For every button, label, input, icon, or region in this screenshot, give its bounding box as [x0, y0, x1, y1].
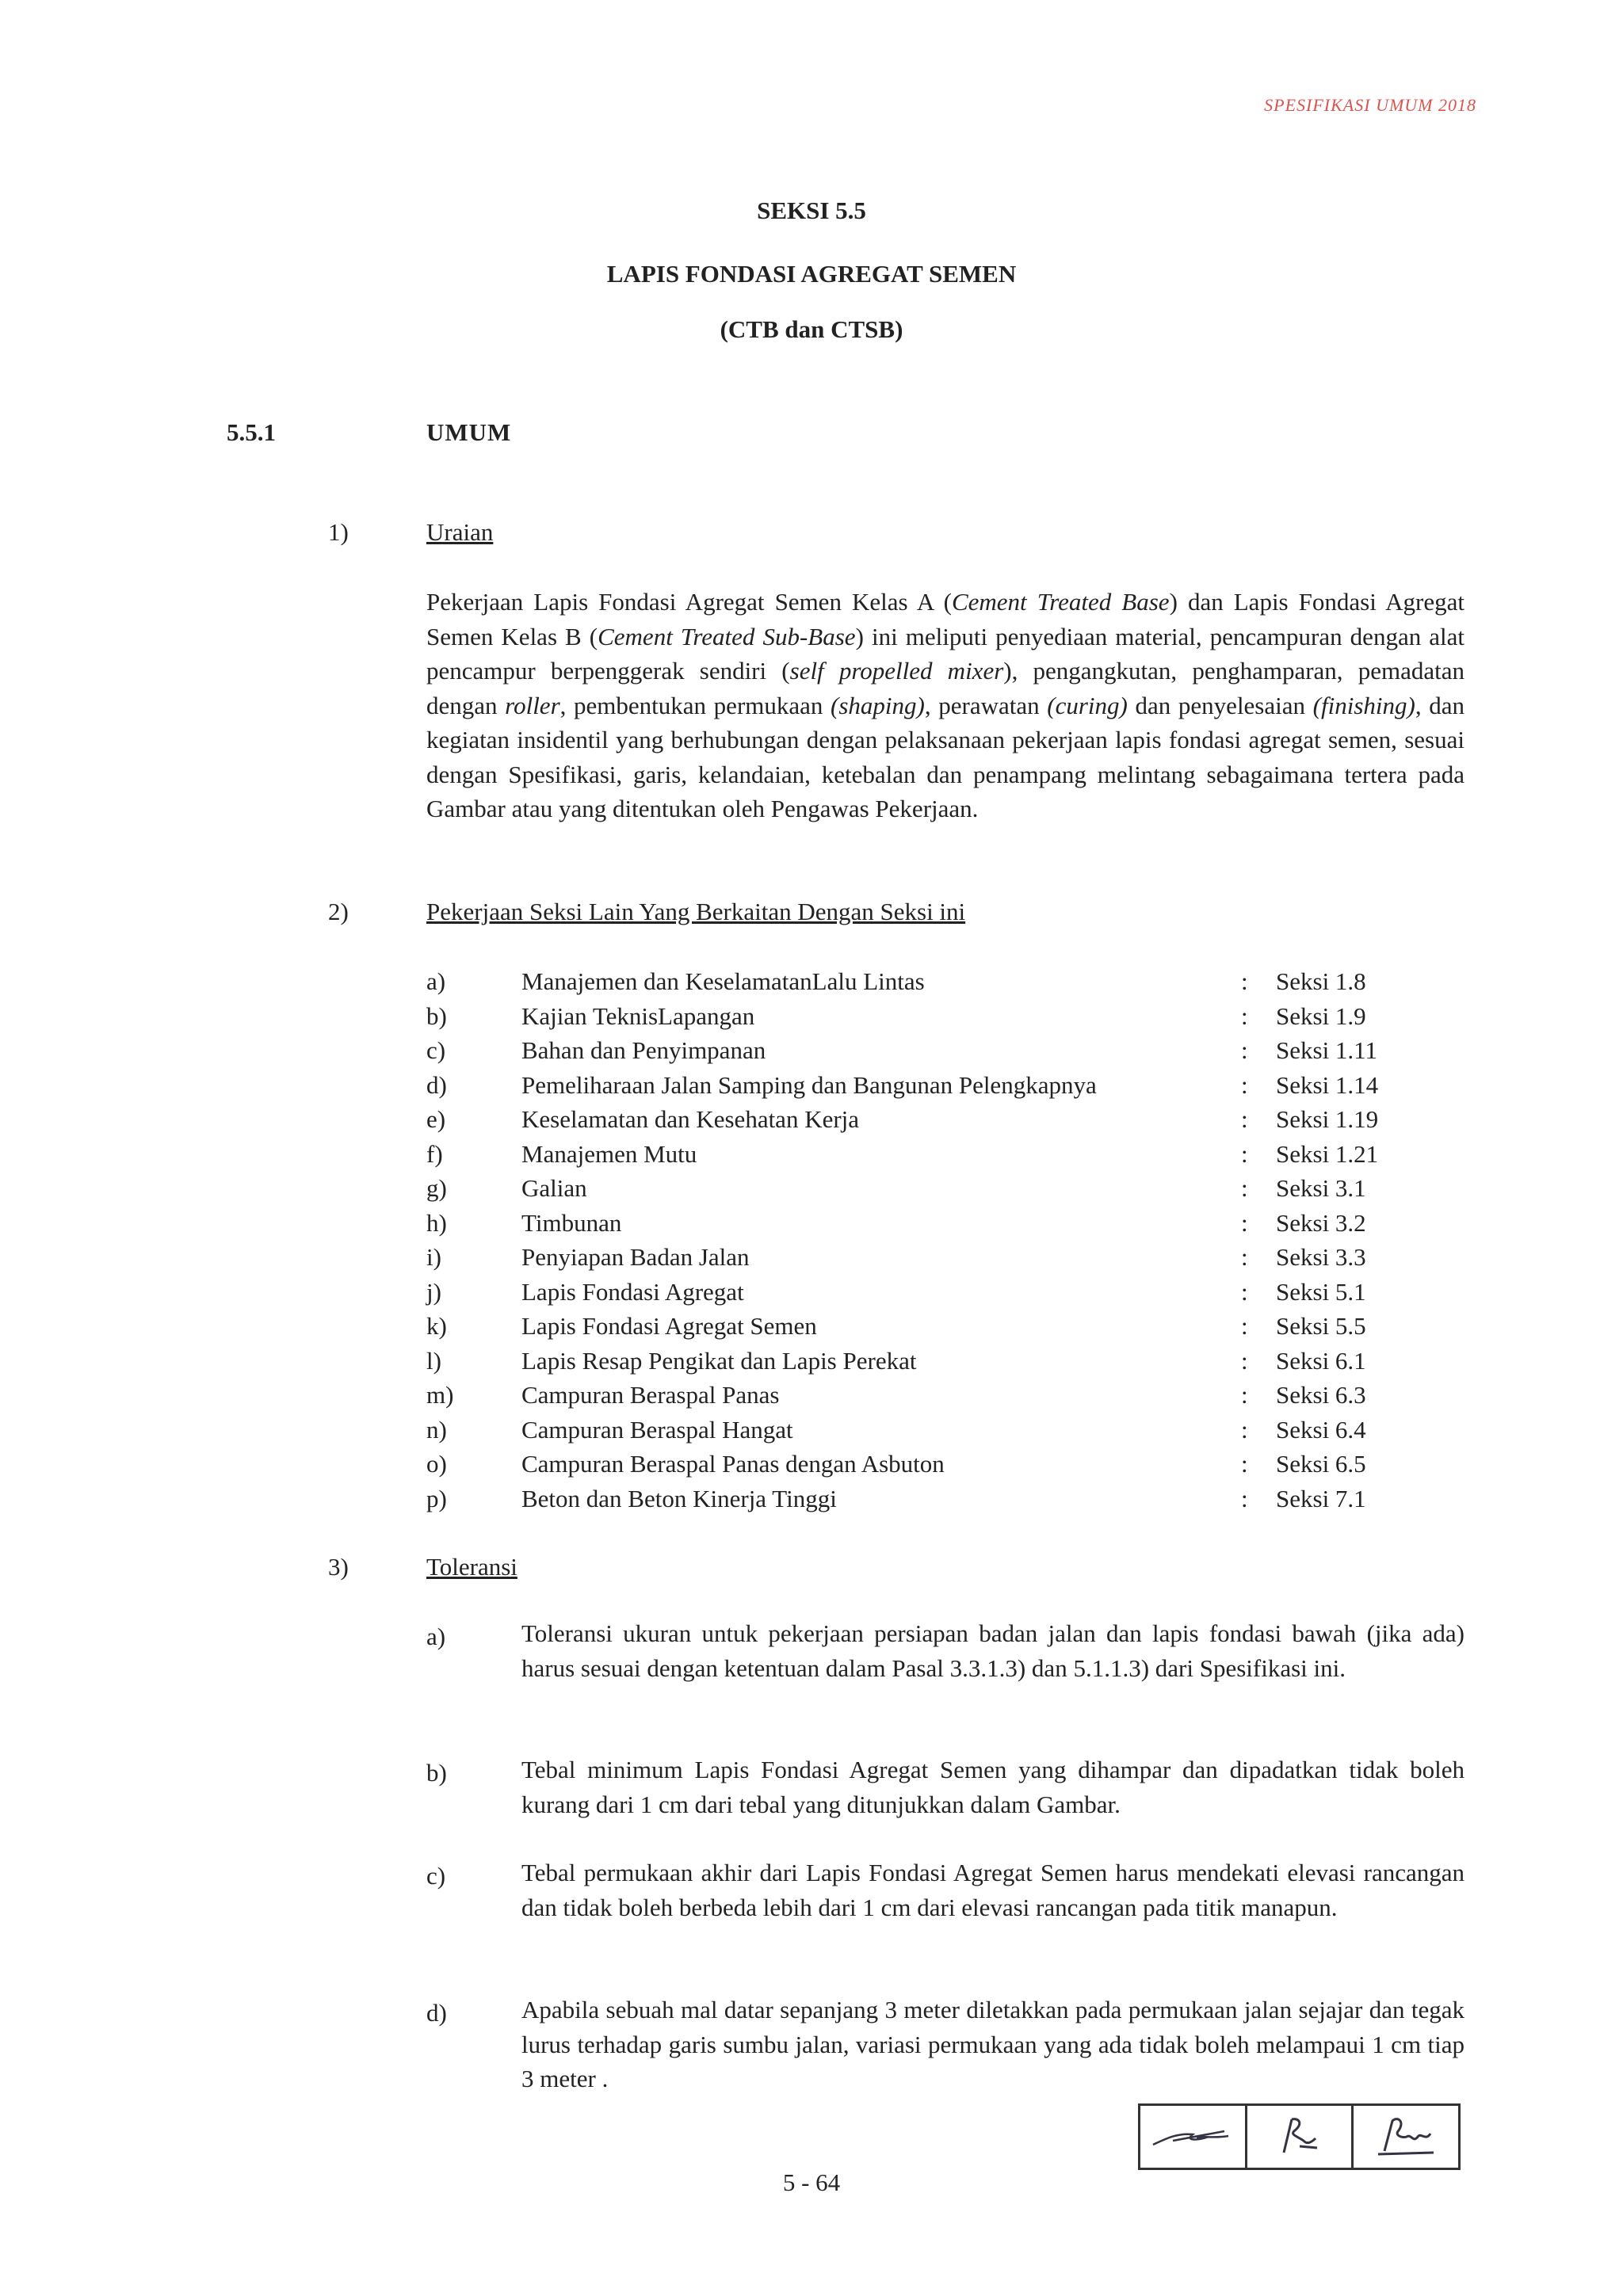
tolerance-letter: c) [426, 1862, 446, 1890]
list-item: d) Pemeliharaan Jalan Samping dan Bangunan Pelengkapnya : Seksi 1.14 [426, 1070, 1379, 1099]
list-item: p) Beton dan Beton Kinerja Tinggi : Seksi 7.1 [426, 1484, 1366, 1512]
item-title-toleransi: Toleransi [426, 1553, 517, 1581]
item-title-uraian: Uraian [426, 518, 494, 546]
initials-box [1138, 2103, 1461, 2170]
list-item: k) Lapis Fondasi Agregat Semen : Seksi 5.5 [426, 1312, 1366, 1340]
signature-1 [1140, 2106, 1247, 2168]
tolerance-text: Apabila sebuah mal datar sepanjang 3 meter diletakkan pada permukaan jalan sejajar dan tegak lurus terhadap garis sumbu jalan, variasi permukaan yang ada tidak boleh melampaui 1 cm tiap 3 meter . [521, 1996, 1465, 2092]
section-subtitle: (CTB dan CTSB) [720, 315, 903, 343]
item-number: 1) [328, 518, 349, 546]
tolerance-letter: b) [426, 1759, 447, 1787]
list-item: l) Lapis Resap Pengikat dan Lapis Perekat : Seksi 6.1 [426, 1346, 1366, 1375]
list-item: c) Bahan dan Penyimpanan : Seksi 1.11 [426, 1036, 1378, 1064]
item-number: 2) [328, 898, 349, 925]
list-item: m) Campuran Beraspal Panas : Seksi 6.3 [426, 1381, 1366, 1409]
signature-3 [1354, 2106, 1458, 2168]
list-item: g) Galian : Seksi 3.1 [426, 1174, 1366, 1202]
section-label: SEKSI 5.5 [757, 196, 866, 224]
running-header: SPESIFIKASI UMUM 2018 [1264, 95, 1476, 115]
tolerance-letter: a) [426, 1623, 446, 1650]
tolerance-letter: d) [426, 1999, 447, 2027]
list-item: h) Timbunan : Seksi 3.2 [426, 1208, 1366, 1237]
related-sections-list [426, 964, 1472, 1516]
list-item: e) Keselamatan dan Kesehatan Kerja : Seksi 1.19 [426, 1105, 1379, 1133]
list-item: a) Manajemen dan KeselamatanLalu Lintas : Seksi 1.8 [426, 967, 1366, 995]
list-item: f) Manajemen Mutu : Seksi 1.21 [426, 1139, 1379, 1168]
tolerance-text: Toleransi ukuran untuk pekerjaan persiapan badan jalan dan lapis fondasi bawah (jika ada) harus sesuai dengan ketentuan dalam Pasal 3.3.1.3) dan 5.1.1.3) dari Spesifikasi ini. [521, 1619, 1465, 1682]
list-item: b) Kajian TeknisLapangan : Seksi 1.9 [426, 1001, 1366, 1030]
tolerance-text: Tebal minimum Lapis Fondasi Agregat Semen yang dihampar dan dipadatkan tidak boleh kurang dari 1 cm dari tebal yang ditunjukkan dalam Gambar. [521, 1756, 1465, 1818]
list-item: j) Lapis Fondasi Agregat : Seksi 5.1 [426, 1277, 1366, 1306]
section-title: LAPIS FONDASI AGREGAT SEMEN [606, 260, 1017, 288]
list-item: o) Campuran Beraspal Panas dengan Asbuton : Seksi 6.5 [426, 1450, 1366, 1478]
tolerance-text: Tebal permukaan akhir dari Lapis Fondasi Agregat Semen harus mendekati elevasi rancangan dan tidak boleh berbeda lebih dari 1 cm dari elevasi rancangan pada titik manapun. [521, 1859, 1465, 1921]
item-number: 3) [328, 1553, 349, 1581]
subsection-title: UMUM [426, 418, 512, 446]
uraian-paragraph: Pekerjaan Lapis Fondasi Agregat Semen Kelas A (Cement Treated Base) dan Lapis Fondasi Agregat Semen Kelas B (Cement Treated Sub-Base) ini meliputi penyediaan material, pencampuran dengan alat pencampur berpenggerak sendiri (self propelled mixer), pengangkutan, penghamparan, pemadatan dengan roller, pembentukan permukaan (shaping), perawatan (curing) dan penyelesaian (finishing), dan kegiatan insidentil yang berhubungan dengan pelaksanaan pekerjaan lapis fondasi agregat semen, sesuai dengan Spesifikasi, garis, kelandaian, ketebalan dan penampang melintang sebagaimana tertera pada Gambar atau yang ditentukan oleh Pengawas Pekerjaan. [426, 588, 1465, 822]
page-number: 5 - 64 [782, 2168, 841, 2196]
item-title-related-sections: Pekerjaan Seksi Lain Yang Berkaitan Dengan Seksi ini [426, 898, 966, 925]
subsection-number: 5.5.1 [227, 418, 276, 446]
list-item: i) Penyiapan Badan Jalan : Seksi 3.3 [426, 1243, 1366, 1271]
list-item: n) Campuran Beraspal Hangat : Seksi 6.4 [426, 1415, 1366, 1444]
signature-2 [1247, 2106, 1354, 2168]
